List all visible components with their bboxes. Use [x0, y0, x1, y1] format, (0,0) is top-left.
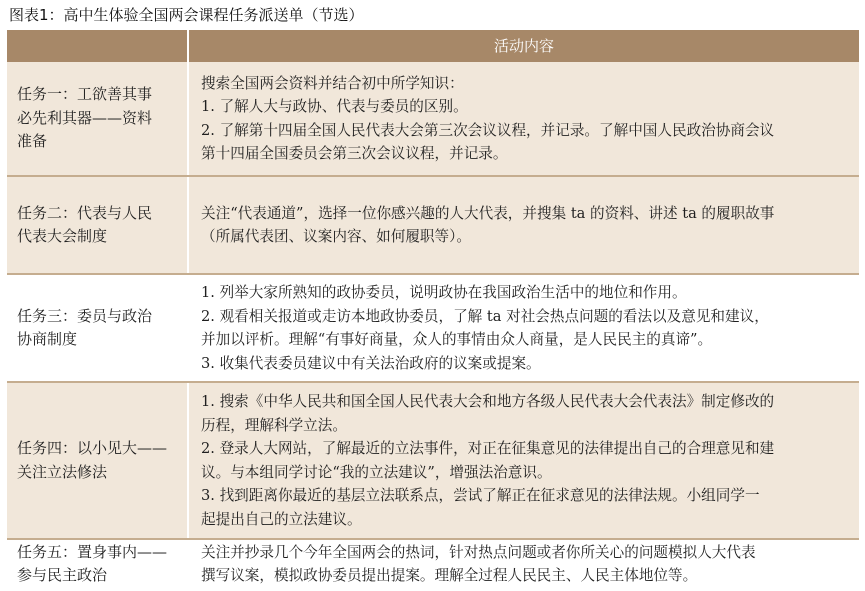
task-name-line: 协商制度 [17, 330, 78, 348]
header-task-cell [7, 30, 187, 62]
content-line: 1. 搜索《中华人民共和国全国人民代表大会和地方各级人民代表大会代表法》制定修改的 [201, 393, 775, 410]
task-name-line: 准备 [17, 132, 48, 151]
figure-caption: 图表1：高中生体验全国两会课程任务派送单（节选） [9, 6, 364, 24]
content-line: 搜索全国两会资料并结合初中所学知识： [201, 74, 464, 92]
task-content-cell [187, 540, 859, 588]
task-name-line: 任务二：代表与人民 [17, 203, 153, 222]
content-line: 2. 登录人大网站，了解最近的立法事件，对正在征集意见的法律提出自己的合理意见和建 [201, 440, 775, 457]
task-name-cell [7, 540, 187, 588]
content-line: 撰写议案，模拟政协委员提出提案。理解全过程人民民主、人民主体地位等。 [201, 567, 698, 584]
content-line: 起提出自己的立法建议。 [201, 510, 362, 528]
task-name-line: 代表大会制度 [17, 227, 108, 245]
task-name-cell [7, 177, 187, 273]
task-name-line: 关注立法修法 [17, 462, 108, 481]
task-name-line: 任务一：工欲善其事 [17, 85, 153, 104]
task-name-line: 任务五：置身事内—— [17, 542, 168, 561]
task-content-cell [187, 383, 859, 538]
task-name-line: 任务四：以小见大—— [17, 439, 168, 457]
table-header [7, 30, 859, 62]
table-row [7, 175, 859, 273]
table-row [7, 538, 859, 588]
header-content-cell: 活动内容 [187, 30, 859, 62]
task-name-line: 参与民主政治 [17, 566, 108, 584]
content-line: 关注并抄录几个今年全国两会的热词，针对热点问题或者你所关心的问题模拟人大代表 [201, 543, 756, 561]
task-name-line: 任务三：委员与政治 [17, 306, 153, 325]
task-content-cell [187, 62, 859, 175]
table-row [7, 273, 859, 381]
table-row [7, 381, 859, 538]
content-line: 2. 了解第十四届全国人民代表大会第三次会议议程，并记录。了解中国人民政治协商会议 [201, 121, 775, 139]
task-name-cell [7, 383, 187, 538]
content-line: 第十四届全国委员会第三次会议议程，并记录。 [201, 145, 508, 162]
task-content-cell [187, 275, 859, 381]
content-line: 议。与本组同学讨论“我的立法建议”，增强法治意识。 [201, 463, 552, 481]
task-name-cell [7, 62, 187, 175]
task-name-line: 必先利其器——资料 [17, 108, 153, 127]
content-line: 并加以评析。理解“有事好商量，众人的事情由众人商量，是人民民主的真谛”。 [201, 331, 713, 348]
content-line: （所属代表团、议案内容、如何履职等）。 [201, 228, 471, 245]
content-line: 1. 了解人大与政协、代表与委员的区别。 [201, 98, 468, 115]
content-line: 3. 找到距离你最近的基层立法联系点，尝试了解正在征求意见的法律法规。小组同学一 [201, 487, 760, 504]
content-line: 3. 收集代表委员建议中有关法治政府的议案或提案。 [201, 354, 541, 372]
table-row [7, 62, 859, 175]
task-name-cell [7, 275, 187, 381]
content-line: 2. 观看相关报道或走访本地政协委员，了解 ta 对社会热点问题的看法以及意见和建议， [201, 307, 769, 325]
task-table [7, 30, 859, 588]
content-line: 1. 列举大家所熟知的政协委员，说明政协在我国政治生活中的地位和作用。 [201, 284, 687, 301]
task-content-cell [187, 177, 859, 273]
content-line: 关注“代表通道”，选择一位你感兴趣的人大代表，并搜集 ta 的资料、讲述 ta 的履职故事 [201, 204, 775, 222]
content-line: 历程，理解科学立法。 [201, 416, 347, 434]
